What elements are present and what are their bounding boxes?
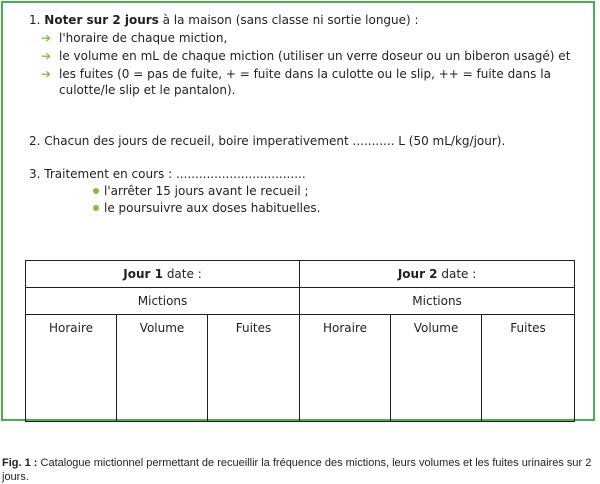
bullet-dot-icon (93, 188, 99, 194)
bullet-dot-icon (93, 205, 99, 211)
item3-text: 3. Traitement en cours : .................................. (29, 167, 306, 181)
item1-bullet-fuites-cont: culotte/le slip et le pantalon). (59, 83, 236, 97)
day1-col-horaire: Horaire (26, 315, 117, 422)
day1-mictions: Mictions (26, 288, 300, 315)
day2-col-volume: Volume (391, 315, 482, 422)
figure-caption (2, 456, 598, 484)
item1-rest: à la maison (sans classe ni sortie longue) : (158, 13, 419, 27)
table-columns-row (26, 315, 575, 422)
item1-bullet-fuites: les fuites (0 = pas de fuite, + = fuite dans la culotte ou le slip, ++ = fuite dans la (59, 67, 551, 81)
arrow-right-icon: ➔ (41, 49, 52, 63)
item1-bold: Noter sur 2 jours (44, 13, 159, 27)
miction-catalogue-table (25, 260, 575, 422)
day1-col-fuites: Fuites (208, 315, 300, 422)
day1-header: Jour 1 date : (26, 261, 300, 288)
day2-header: Jour 2 date : (300, 261, 575, 288)
item3-option-continue: le poursuivre aux doses habituelles. (104, 201, 321, 215)
item2-text: 2. Chacun des jours de recueil, boire imperativement ........... L (50 mL/kg/jour). (29, 134, 506, 148)
item1-bullet-volume: le volume en mL de chaque miction (utiliser un verre doseur ou un biberon usagé) et (59, 49, 571, 63)
caption-text: Catalogue mictionnel permettant de recueillir la fréquence des mictions, leurs volumes et les fuites urinaires sur 2 jours. (2, 457, 592, 483)
day1-col-volume: Volume (117, 315, 208, 422)
caption-label: Fig. 1 : (2, 457, 38, 469)
day2-mictions: Mictions (300, 288, 575, 315)
item1-heading (29, 12, 419, 28)
item1-bullet-horaire: l'horaire de chaque miction, (59, 31, 228, 45)
arrow-right-icon: ➔ (41, 67, 52, 81)
item1-number: 1. (29, 13, 41, 27)
arrow-right-icon: ➔ (41, 31, 52, 45)
table-day-row (26, 261, 575, 288)
item3-option-stop: l'arrêter 15 jours avant le recueil ; (104, 184, 309, 198)
day2-col-fuites: Fuites (482, 315, 575, 422)
table-mictions-row (26, 288, 575, 315)
day2-col-horaire: Horaire (300, 315, 391, 422)
